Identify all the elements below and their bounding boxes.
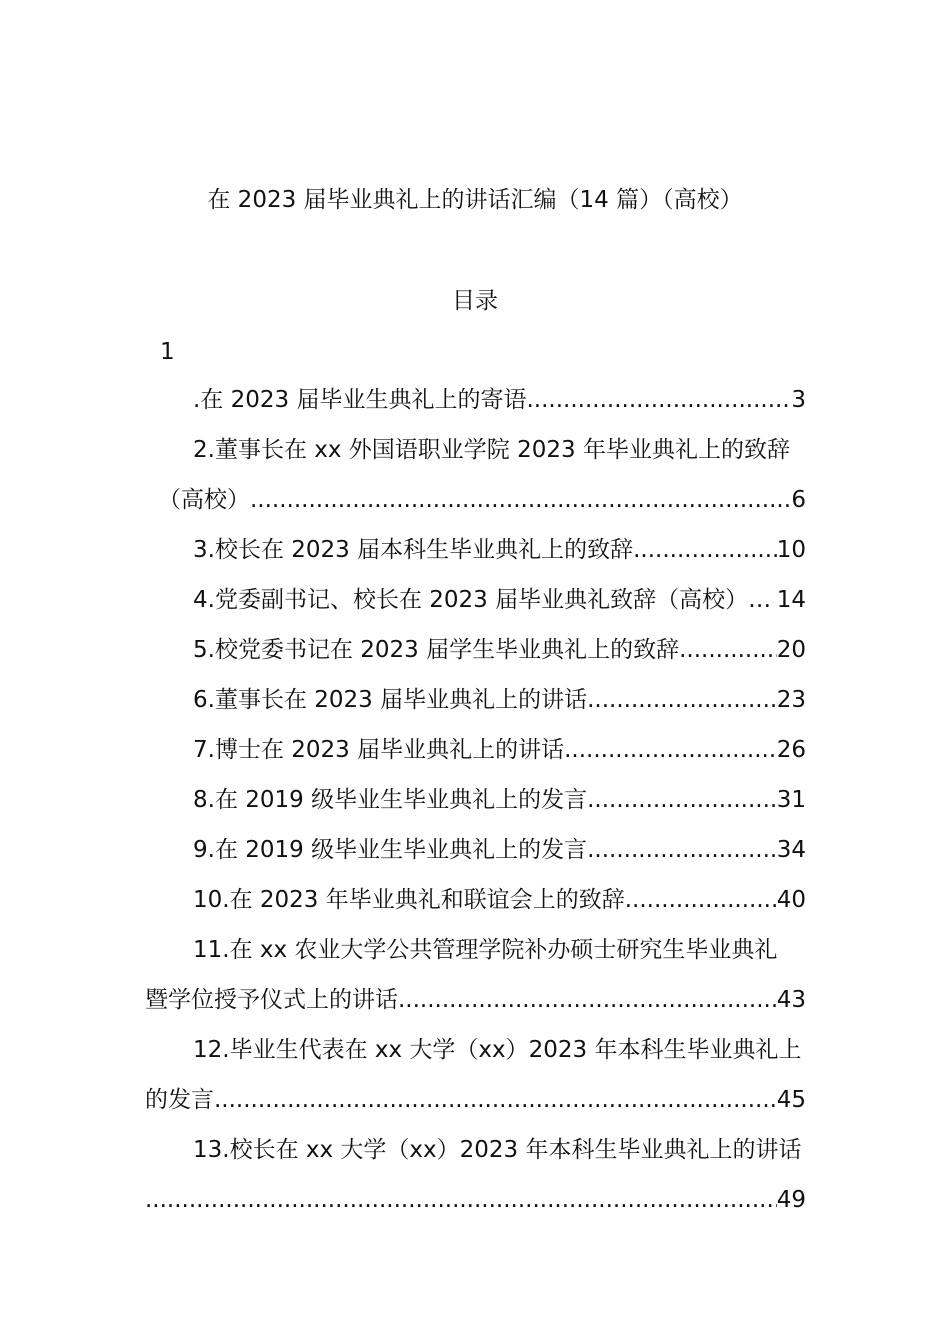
toc-entry-title: 10.在 2023 年毕业典礼和联谊会上的致辞 bbox=[193, 887, 625, 913]
toc-entry-title: 4.党委副书记、校长在 2023 届毕业典礼致辞（高校）… bbox=[193, 587, 772, 613]
toc-leader-dots bbox=[633, 532, 777, 568]
toc-entry-page: 20 bbox=[776, 637, 806, 663]
toc-entry-page: 31 bbox=[776, 787, 806, 813]
toc-leader-dots bbox=[625, 882, 777, 918]
toc-leader-dots bbox=[587, 832, 777, 868]
toc-entry-page: 26 bbox=[776, 737, 806, 763]
toc-entry-12-line-2[interactable] bbox=[145, 1082, 806, 1132]
toc-entry-title-cont: 的发言 bbox=[145, 1087, 214, 1113]
toc-entry-7[interactable] bbox=[145, 732, 806, 782]
toc-entry-page: 34 bbox=[776, 837, 806, 863]
toc-entry-3[interactable] bbox=[145, 532, 806, 582]
toc-entry-title: 8.在 2019 级毕业生毕业典礼上的发言 bbox=[193, 787, 588, 813]
toc-entry-12-line-1[interactable] bbox=[145, 1032, 806, 1082]
toc-leader-dots bbox=[250, 482, 791, 518]
toc-entry-page: 43 bbox=[776, 987, 806, 1013]
toc-entry-title: 11.在 xx 农业大学公共管理学院补办硕士研究生毕业典礼 bbox=[193, 937, 778, 963]
document-title: 在 2023 届毕业典礼上的讲话汇编（14 篇）（高校） bbox=[207, 187, 743, 213]
toc-entry-page: 45 bbox=[776, 1087, 806, 1113]
toc-section-number: 1 bbox=[160, 339, 175, 365]
toc-entry-13-line-1[interactable] bbox=[145, 1132, 806, 1182]
toc-entry-page: 40 bbox=[776, 887, 806, 913]
toc-entry-page: 49 bbox=[776, 1187, 806, 1213]
toc-entry-page: 23 bbox=[776, 687, 806, 713]
toc-entry-5[interactable] bbox=[145, 632, 806, 682]
toc-entry-title-cont: 暨学位授予仪式上的讲话 bbox=[145, 987, 398, 1013]
toc-leader-dots bbox=[145, 1182, 777, 1218]
toc-entry-1[interactable] bbox=[145, 382, 806, 432]
toc-heading: 目录 bbox=[452, 288, 498, 314]
toc-entry-title: 9.在 2019 级毕业生毕业典礼上的发言 bbox=[193, 837, 588, 863]
toc-entry-9[interactable] bbox=[145, 832, 806, 882]
toc-leader-dots bbox=[398, 982, 777, 1018]
toc-entry-2-line-2[interactable] bbox=[145, 482, 806, 532]
toc-leader-dots bbox=[587, 782, 777, 818]
toc-entry-title: 12.毕业生代表在 xx 大学（xx）2023 年本科生毕业典礼上 bbox=[193, 1037, 802, 1063]
toc-entry-4[interactable] bbox=[145, 582, 806, 632]
toc-leader-dots bbox=[587, 682, 777, 718]
table-of-contents bbox=[145, 382, 806, 1232]
toc-leader-dots bbox=[526, 382, 791, 418]
toc-entry-title: 7.博士在 2023 届毕业典礼上的讲话 bbox=[193, 737, 565, 763]
toc-entry-title: 5.校党委书记在 2023 届学生毕业典礼上的致辞 bbox=[193, 637, 680, 663]
toc-entry-6[interactable] bbox=[145, 682, 806, 732]
toc-entry-title: 13.校长在 xx 大学（xx）2023 年本科生毕业典礼上的讲话 bbox=[193, 1137, 802, 1163]
toc-entry-page: 14 bbox=[776, 587, 806, 613]
toc-leader-dots bbox=[214, 1082, 777, 1118]
toc-leader-dots bbox=[679, 632, 777, 668]
toc-entry-10[interactable] bbox=[145, 882, 806, 932]
toc-entry-11-line-2[interactable] bbox=[145, 982, 806, 1032]
toc-entry-title: 3.校长在 2023 届本科生毕业典礼上的致辞 bbox=[193, 537, 634, 563]
toc-leader-dots bbox=[564, 732, 777, 768]
toc-entry-title-cont: （高校） bbox=[158, 487, 250, 513]
toc-entry-2-line-1[interactable] bbox=[145, 432, 806, 482]
toc-entry-11-line-1[interactable] bbox=[145, 932, 806, 982]
toc-entry-page: 3 bbox=[791, 387, 806, 413]
toc-entry-title: .在 2023 届毕业生典礼上的寄语 bbox=[193, 387, 527, 413]
toc-entry-page: 10 bbox=[776, 537, 806, 563]
toc-entry-13-line-2[interactable] bbox=[145, 1182, 806, 1232]
toc-entry-8[interactable] bbox=[145, 782, 806, 832]
toc-entry-title: 6.董事长在 2023 届毕业典礼上的讲话 bbox=[193, 687, 588, 713]
toc-entry-page: 6 bbox=[791, 487, 806, 513]
toc-entry-title: 2.董事长在 xx 外国语职业学院 2023 年毕业典礼上的致辞 bbox=[193, 437, 790, 463]
